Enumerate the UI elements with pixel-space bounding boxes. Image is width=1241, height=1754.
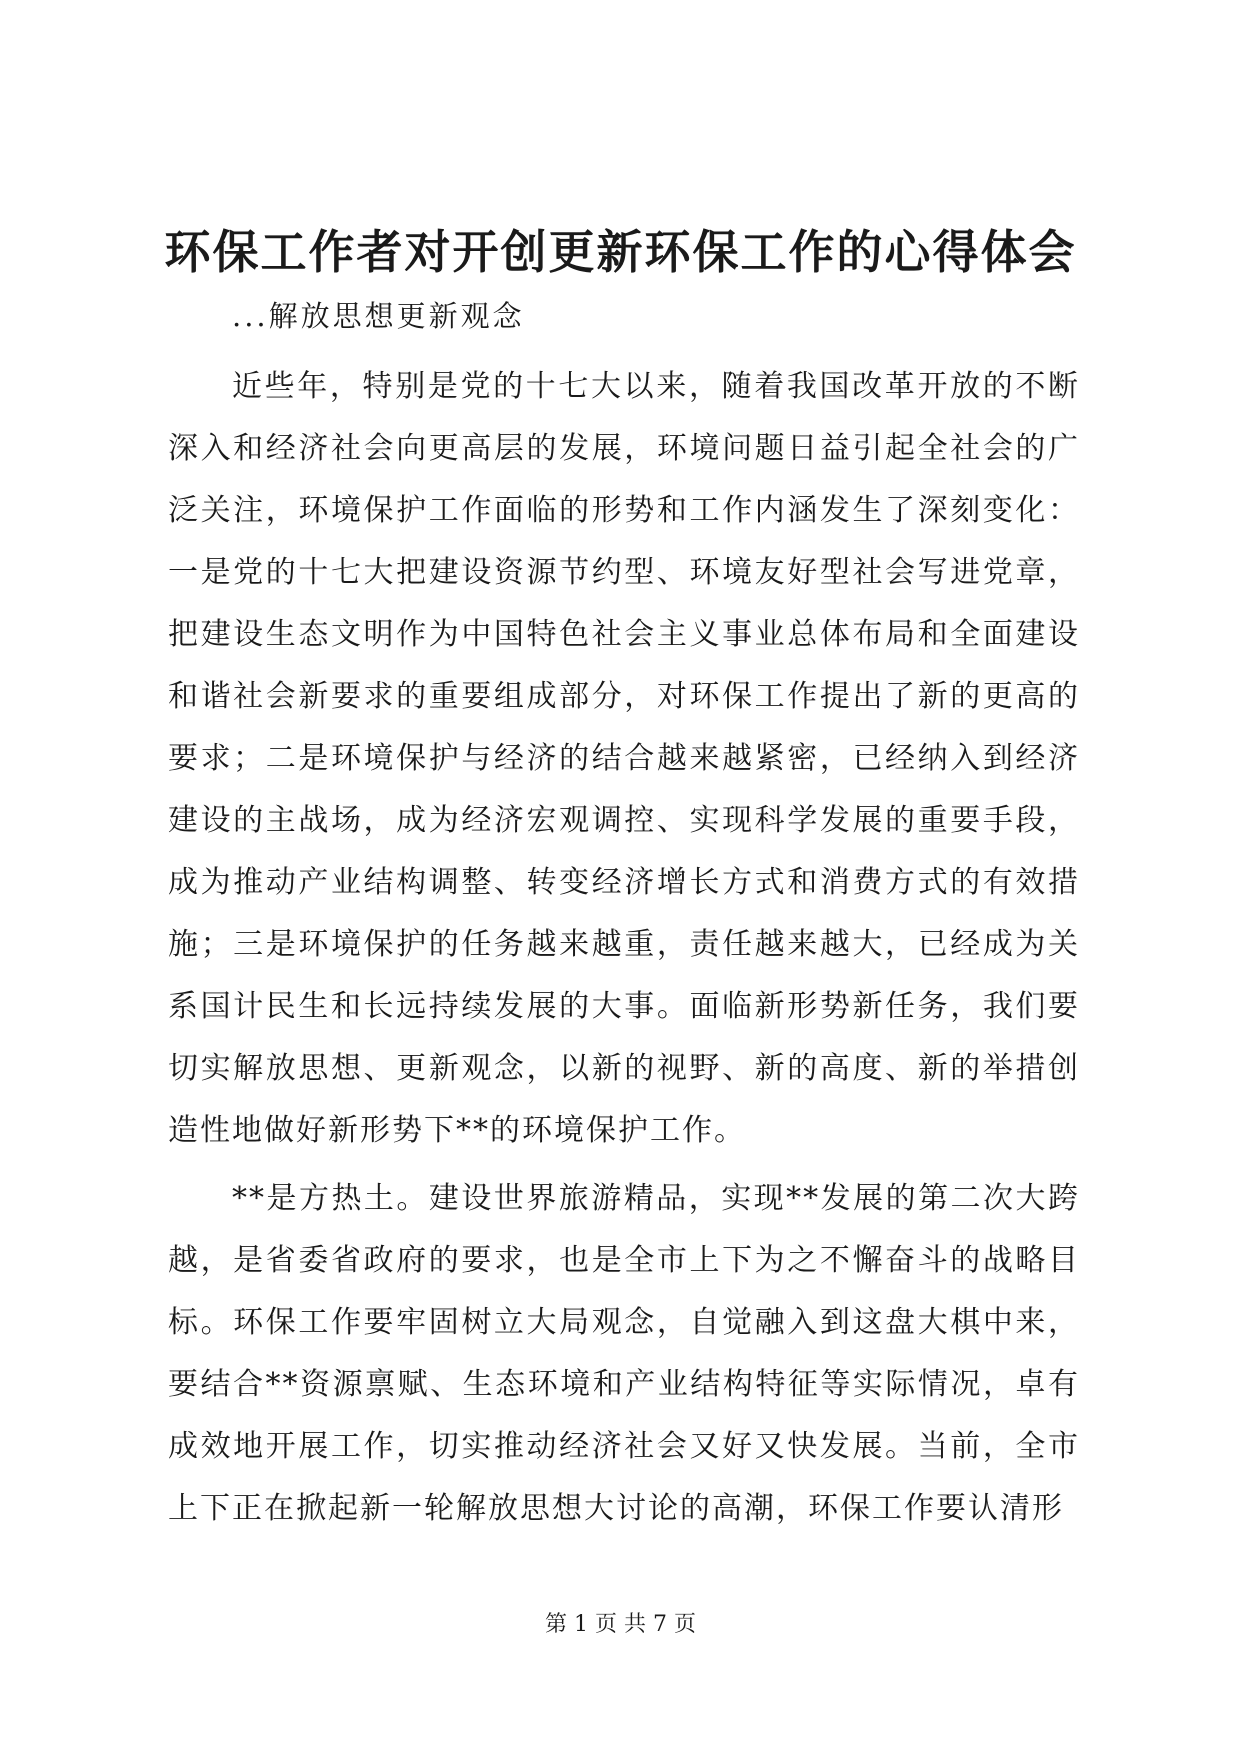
page-footer: 第 1 页 共 7 页 — [545, 1612, 696, 1637]
paragraph-2: **是方热土。建设世界旅游精品，实现**发展的第二次大跨越，是省委省政府的要求，也是全市上下为之不懈奋斗的战略目标。环保工作要牢固树立大局观念，自觉融入到这盘大棋中来，要结合**资源禀赋、生态环境和产业结构特征等实际情况，卓有成效地开展工作，切实推动经济社会又好又快发展。当前，全市上下正在掀起新一轮解放思想大讨论的高潮，环保工作要认清形 — [168, 1181, 1080, 1526]
paragraph-1: 近些年，特别是党的十七大以来，随着我国改革开放的不断深入和经济社会向更高层的发展，环境问题日益引起全社会的广泛关注，环境保护工作面临的形势和工作内涵发生了深刻变化：一是党的十七大把建设资源节约型、环境友好型社会写进党章，把建设生态文明作为中国特色社会主义事业总体布局和全面建设和谐社会新要求的重要组成部分，对环保工作提出了新的更高的要求；二是环境保护与经济的结合越来越紧密，已经纳入到经济建设的主战场，成为经济宏观调控、实现科学发展的重要手段，成为推动产业结构调整、转变经济增长方式和消费方式的有效措施；三是环境保护的任务越来越重，责任越来越大，已经成为关系国计民生和长远持续发展的大事。面临新形势新任务，我们要切实解放思想、更新观念，以新的视野、新的高度、新的举措创造性地做好新形势下**的环境保护工作。 — [168, 369, 1080, 1148]
document-title: 环保工作者对开创更新环保工作的心得体会 — [164, 225, 1077, 279]
document-subtitle: ...解放思想更新观念 — [232, 299, 525, 333]
